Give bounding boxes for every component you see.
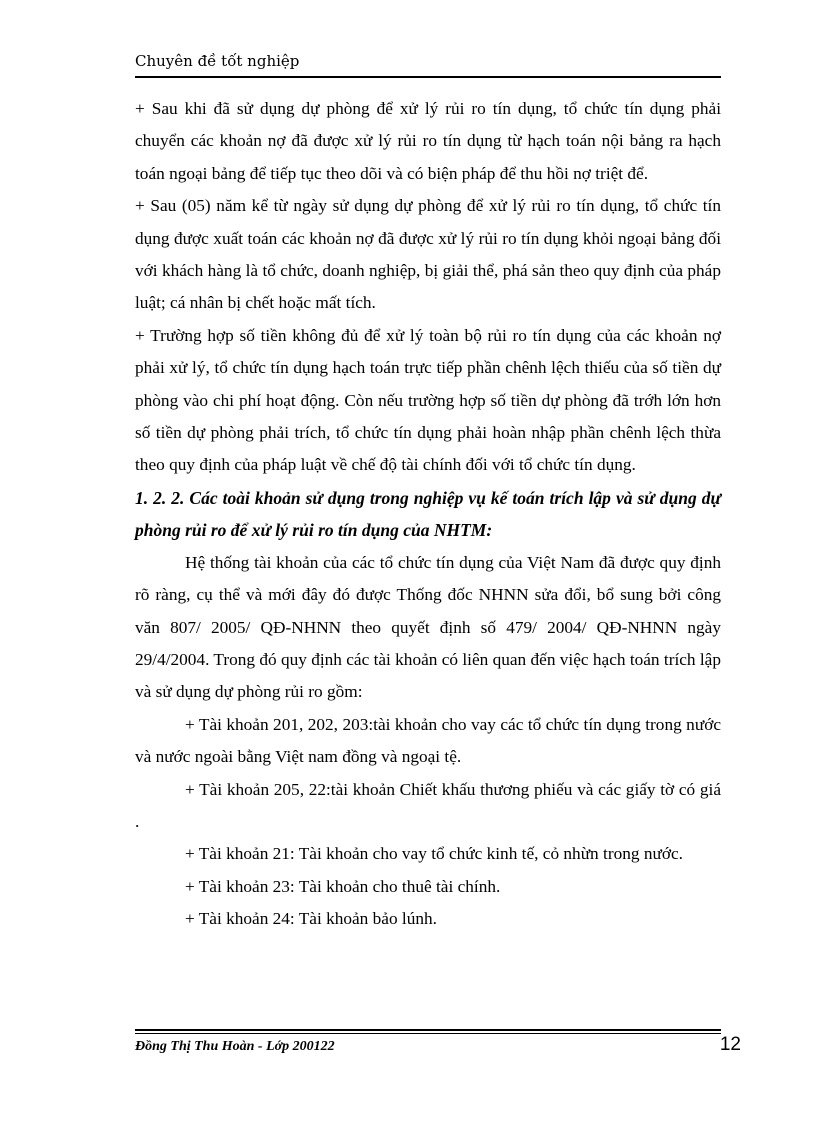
list-item: + Tài khoản 205, 22:tài khoản Chiết khấu thương phiếu và các giấy tờ có giá .: [135, 779, 721, 831]
paragraph: + Sau khi đã sử dụng dự phòng để xử lý rủi ro tín dụng, tổ chức tín dụng phải chuyển các khoản nợ đã được xử lý rủi ro tín dụng từ hạch toán nội bảng ra hạch toán ngoại bảng để tiếp tục theo dõi và có biện pháp để thu hồi nợ triệt để.: [135, 99, 721, 183]
paragraph: + Trường hợp số tiền không đủ để xử lý toàn bộ rủi ro tín dụng của các khoản nợ phải xử lý, tổ chức tín dụng hạch toán trực tiếp phần chênh lệch thiếu của số tiền dự phòng vào chi phí hoạt động. Còn nếu trường hợp số tiền dự phòng đã trớh lớn hơn số tiền dự phòng phải trích, tổ chức tín dụng phải hoàn nhập phần chênh lệch thừa theo quy định của pháp luật về chế độ tài chính đối với tổ chức tín dụng.: [135, 325, 721, 475]
list-item: + Tài khoản 23: Tài khoản cho thuê tài chính.: [185, 876, 501, 896]
footer-rule: [135, 1029, 721, 1031]
list-item: + Tài khoản 201, 202, 203:tài khoản cho vay các tổ chức tín dụng trong nước và nước ngoài bằng Việt nam đồng và ngoại tệ.: [135, 714, 721, 767]
header-rule: [135, 76, 721, 78]
list-item: + Tài khoản 21: Tài khoản cho vay tổ chức kinh tế, cỏ nhừn trong nước.: [185, 844, 683, 864]
running-header: Chuyên đề tốt nghiệp: [135, 52, 300, 70]
paragraph: + Sau (05) năm kể từ ngày sử dụng dự phòng để xử lý rủi ro tín dụng, tổ chức tín dụng được xuất toán các khoản nợ đã được xử lý rủi ro tín dụng khỏi ngoại bảng đối với khách hàng là tổ chức, doanh nghiệp, bị giải thể, phá sản theo quy định của pháp luật; cá nhân bị chết hoặc mất tích.: [135, 196, 721, 313]
paragraph: Hệ thống tài khoản của các tổ chức tín dụng của Việt Nam đã được quy định rõ ràng, cụ thể và mới đây đó được Thống đốc NHNN sửa đổi, bổ sung bởi công văn 807/ 2005/ QĐ-NHNN theo quyết định số 479/ 2004/ QĐ-NHNN ngày 29/4/2004. Trong đó quy định các tài khoản có liên quan đến việc hạch toán trích lập và sử dụng dự phòng rủi ro gồm:: [135, 552, 721, 702]
footer-rule-thin: [135, 1033, 721, 1034]
page-number: 12: [719, 1034, 741, 1055]
list-item: + Tài khoản 24: Tài khoản bảo lúnh.: [185, 909, 437, 929]
document-body: [135, 93, 721, 936]
section-heading: 1. 2. 2. Các toài khoản sử dụng trong nghiệp vụ kế toán trích lập và sử dụng dự phòng rủi ro để xử lý rủi ro tín dụng của NHTM:: [135, 487, 721, 541]
footer-author: Đồng Thị Thu Hoàn - Lớp 200122: [135, 1039, 335, 1054]
